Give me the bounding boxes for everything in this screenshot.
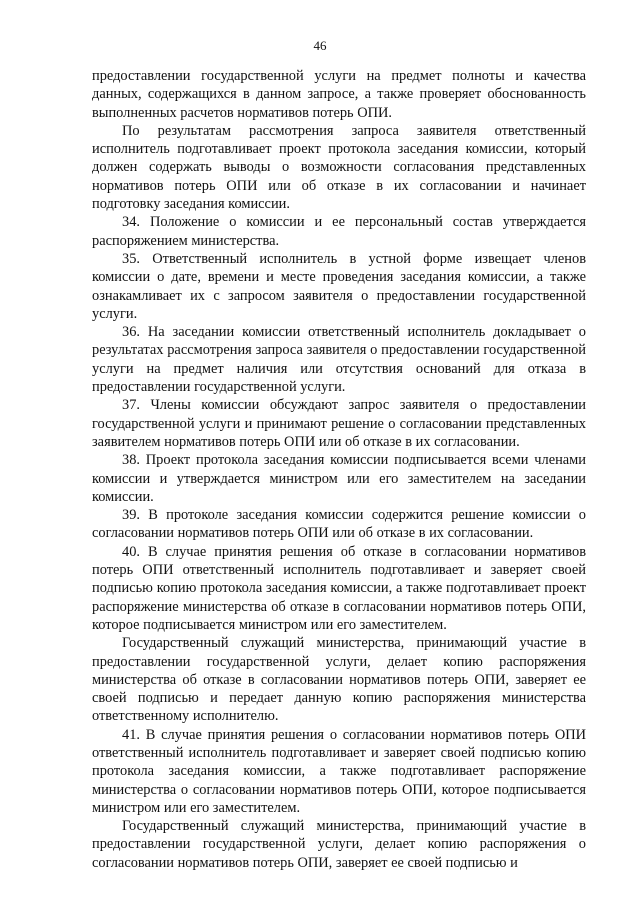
paragraph: 38. Проект протокола заседания комиссии подписывается всеми членами комиссии и утверждается министром или его заместителем на заседании комиссии. [92,452,586,505]
paragraph: предоставлении государственной услуги на предмет полноты и качества данных, содержащихся в данном запросе, а также проверяет обоснованность выполненных расчетов нормативов потерь ОПИ. [92,68,586,121]
paragraph: По результатам рассмотрения запроса заявителя ответственный исполнитель подготавливает проект протокола заседания комиссии, который должен содержать выводы о возможности согласования представленных нормативов потерь ОПИ или об отказе в их согласовании и начинает подготовку заседания комиссии. [92,122,586,213]
paragraph: 40. В случае принятия решения об отказе в согласовании нормативов потерь ОПИ ответственный исполнитель подготавливает и заверяет своей подписью копию протокола заседания комиссии, а также подготавливает проект распоряжение министерства об отказе в согласовании нормативов потерь ОПИ, которое подписывается министром или его заместителем. [92,543,586,633]
paragraph: 41. В случае принятия решения о согласовании нормативов потерь ОПИ ответственный исполнитель подготавливает и заверяет своей подписью копию протокола заседания комиссии, а также подготавливает распоряжение министерства о согласовании нормативов потерь ОПИ, которое подписывается министром или его заместителем. [92,726,586,816]
paragraph: 39. В протоколе заседания комиссии содержится решение комиссии о согласовании нормативов потерь ОПИ или об отказе в их согласовании. [92,507,586,542]
paragraph: Государственный служащий министерства, принимающий участие в предоставлении государственной услуги, делает копию распоряжения министерства об отказе в согласовании нормативов потерь ОПИ, заверяет ее своей подписью и передает данную копию распоряжения министерства ответственному исполнителю. [92,635,586,725]
document-body [92,67,586,872]
paragraph: 36. На заседании комиссии ответственный исполнитель докладывает о результатах рассмотрения запроса заявителя о предоставлении государственной услуги на предмет наличия или отсутствия оснований для отказа в предоставлении государственной услуги. [92,324,586,396]
paragraph: 37. Члены комиссии обсуждают запрос заявителя о предоставлении государственной услуги и принимают решение о согласовании представленных заявителем нормативов потерь ОПИ или об отказе в их согласовании. [92,397,586,450]
paragraph: 35. Ответственный исполнитель в устной форме извещает членов комиссии о дате, времени и месте проведения заседания комиссии, а также ознакамливает их с запросом заявителя о предоставлении государственной услуги. [92,250,586,322]
paragraph: Государственный служащий министерства, принимающий участие в предоставлении государственной услуги, делает копию распоряжения о согласовании нормативов потерь ОПИ, заверяет ее своей подписью и [92,818,586,871]
paragraph: 34. Положение о комиссии и ее персональный состав утверждается распоряжением министерства. [92,214,586,249]
page-number: 46 [313,38,327,53]
